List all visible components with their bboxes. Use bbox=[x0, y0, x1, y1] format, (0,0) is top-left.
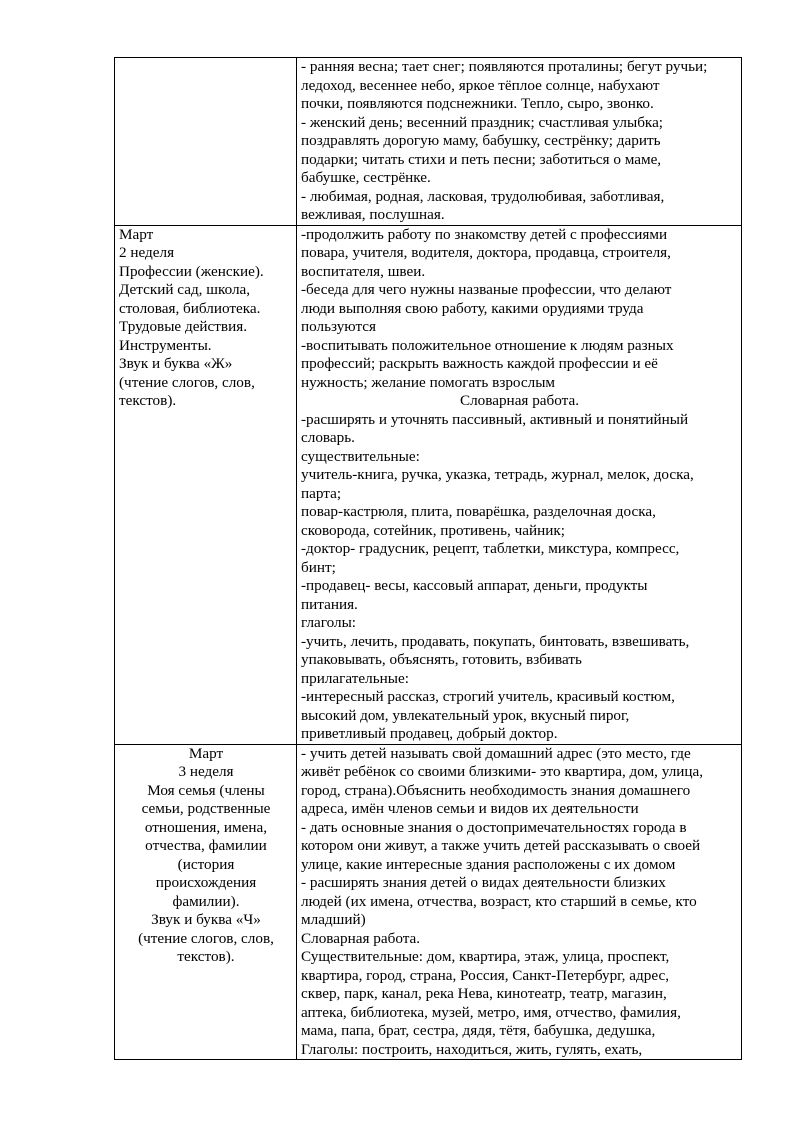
content-line: учитель-книга, ручка, указка, тетрадь, журнал, мелок, доска, bbox=[301, 466, 694, 483]
topic-line: текстов). bbox=[119, 392, 177, 409]
content-line: повара, учителя, водителя, доктора, продавца, строителя, bbox=[301, 244, 671, 261]
content-line: нужность; желание помогать взрослым bbox=[301, 373, 556, 391]
content-line: приветливый продавец, добрый доктор. bbox=[301, 725, 558, 742]
content-line: бабушке, сестрёнке. bbox=[301, 169, 431, 186]
lesson-plan-table bbox=[114, 57, 742, 1060]
content-line: питания. bbox=[301, 595, 358, 613]
topic-line: Трудовые действия. bbox=[119, 318, 248, 335]
content-line: профессий; раскрыть важность каждой профессии и её bbox=[301, 355, 658, 372]
content-line: квартира, город, страна, Россия, Санкт-Петербург, адрес, bbox=[301, 966, 669, 984]
content-line: мама, папа, брат, сестра, дядя, тётя, бабушка, дедушка, bbox=[301, 1022, 656, 1039]
topic-line: (чтение слогов, слов, bbox=[138, 929, 274, 947]
content-line: сквер, парк, канал, река Нева, кинотеатр, театр, магазин, bbox=[301, 985, 667, 1002]
topic-cell bbox=[115, 58, 297, 226]
content-line: -продолжить работу по знакомству детей с профессиями bbox=[301, 225, 668, 243]
topic-line: текстов). bbox=[177, 948, 235, 965]
content-line: воспитателя, швеи. bbox=[301, 262, 426, 280]
content-line: существительные: bbox=[301, 447, 420, 465]
content-line: людей (их имена, отчества, возраст, кто старший в семье, кто bbox=[301, 892, 697, 910]
content-line: Словарная работа. bbox=[301, 929, 421, 947]
topic-line: 2 неделя bbox=[119, 244, 175, 261]
table-row bbox=[115, 58, 742, 226]
topic-line: семьи, родственные bbox=[141, 800, 271, 817]
topic-line: (чтение слогов, слов, bbox=[119, 373, 255, 391]
content-line: Словарная работа. bbox=[459, 392, 580, 409]
content-line: повар-кастрюля, плита, поварёшка, разделочная доска, bbox=[301, 503, 656, 520]
content-line: вежливая, послушная. bbox=[301, 206, 445, 223]
topic-cell bbox=[115, 225, 297, 744]
content-line: бинт; bbox=[301, 558, 336, 576]
content-line: подарки; читать стихи и петь песни; заботиться о маме, bbox=[301, 150, 662, 168]
content-line: -воспитывать положительное отношение к людям разных bbox=[301, 336, 674, 354]
topic-line: отношения, имена, bbox=[144, 818, 268, 836]
content-line: поздравлять дорогую маму, бабушку, сестрёнку; дарить bbox=[301, 132, 661, 149]
content-line: парта; bbox=[301, 484, 342, 502]
content-line: почки, появляются подснежники. Тепло, сыро, звонко. bbox=[301, 95, 654, 112]
content-line: Глаголы: построить, находиться, жить, гулять, ехать, bbox=[301, 1040, 643, 1058]
content-line: город, страна).Объяснить необходимость знания домашнего bbox=[301, 781, 691, 799]
table-row bbox=[115, 744, 742, 1060]
topic-line: Профессии (женские). bbox=[119, 262, 264, 280]
topic-line: фамилии). bbox=[172, 892, 240, 910]
content-line: глаголы: bbox=[301, 614, 357, 631]
content-line: младший) bbox=[301, 911, 366, 928]
content-line: - женский день; весенний праздник; счастливая улыбка; bbox=[301, 113, 664, 131]
content-line: адреса, имён членов семьи и видов их деятельности bbox=[301, 800, 639, 817]
table-row bbox=[115, 225, 742, 744]
table-body bbox=[115, 58, 742, 1060]
content-line: -продавец- весы, кассовый аппарат, деньги, продукты bbox=[301, 577, 648, 594]
content-line: -учить, лечить, продавать, покупать, бинтовать, взвешивать, bbox=[301, 632, 690, 650]
content-line: -расширять и уточнять пассивный, активный и понятийный bbox=[301, 410, 689, 428]
content-line: -интересный рассказ, строгий учитель, красивый костюм, bbox=[301, 688, 675, 705]
topic-cell bbox=[115, 744, 297, 1060]
content-line: - любимая, родная, ласковая, трудолюбивая, заботливая, bbox=[301, 187, 665, 205]
topic-line: Детский сад, школа, bbox=[119, 281, 251, 298]
content-line: - ранняя весна; тает снег; появляются проталины; бегут ручьи; bbox=[301, 58, 708, 75]
content-line: прилагательные: bbox=[301, 669, 409, 687]
content-line: живёт ребёнок со своими близкими- это квартира, дом, улица, bbox=[301, 763, 704, 780]
content-line: люди выполняя свою работу, какими орудиями труда bbox=[301, 299, 644, 317]
content-line: -доктор- градусник, рецепт, таблетки, микстура, компресс, bbox=[301, 540, 680, 557]
topic-line: 3 неделя bbox=[178, 763, 234, 780]
content-cell bbox=[297, 58, 742, 226]
content-line: ледоход, весеннее небо, яркое тёплое солнце, набухают bbox=[301, 76, 660, 94]
topic-line: Инструменты. bbox=[119, 336, 212, 354]
content-line: упаковывать, объяснять, готовить, взбивать bbox=[301, 651, 582, 668]
topic-line: Звук и буква «Ч» bbox=[151, 911, 261, 928]
content-line: сковорода, сотейник, противень, чайник; bbox=[301, 521, 565, 539]
topic-line: происхождения bbox=[155, 874, 257, 891]
content-line: Существительные: дом, квартира, этаж, улица, проспект, bbox=[301, 948, 670, 965]
content-cell bbox=[297, 744, 742, 1060]
content-line: - дать основные знания о достопримечательностях города в bbox=[301, 818, 687, 836]
topic-line: отчества, фамилии bbox=[145, 837, 267, 854]
topic-line: Моя семья (члены bbox=[147, 781, 265, 799]
content-line: котором они живут, а также учить детей рассказывать о своей bbox=[301, 837, 701, 854]
topic-line: столовая, библиотека. bbox=[119, 299, 261, 317]
topic-line: (история bbox=[177, 855, 235, 873]
topic-line: Март bbox=[119, 225, 154, 243]
content-line: - расширять знания детей о видах деятельности близких bbox=[301, 874, 666, 891]
content-line: улице, какие интересные здания расположены с их домом bbox=[301, 855, 676, 873]
content-line: пользуются bbox=[301, 318, 376, 335]
content-line: высокий дом, увлекательный урок, вкусный пирог, bbox=[301, 706, 630, 724]
content-line: аптека, библиотека, музей, метро, имя, отчество, фамилия, bbox=[301, 1003, 681, 1021]
topic-line: Март bbox=[188, 744, 224, 762]
topic-line: Звук и буква «Ж» bbox=[119, 355, 233, 372]
content-line: словарь. bbox=[301, 429, 355, 446]
content-line: -беседа для чего нужны названые профессии, что делают bbox=[301, 281, 672, 298]
content-line: - учить детей называть свой домашний адрес (это место, где bbox=[301, 744, 691, 762]
content-cell bbox=[297, 225, 742, 744]
